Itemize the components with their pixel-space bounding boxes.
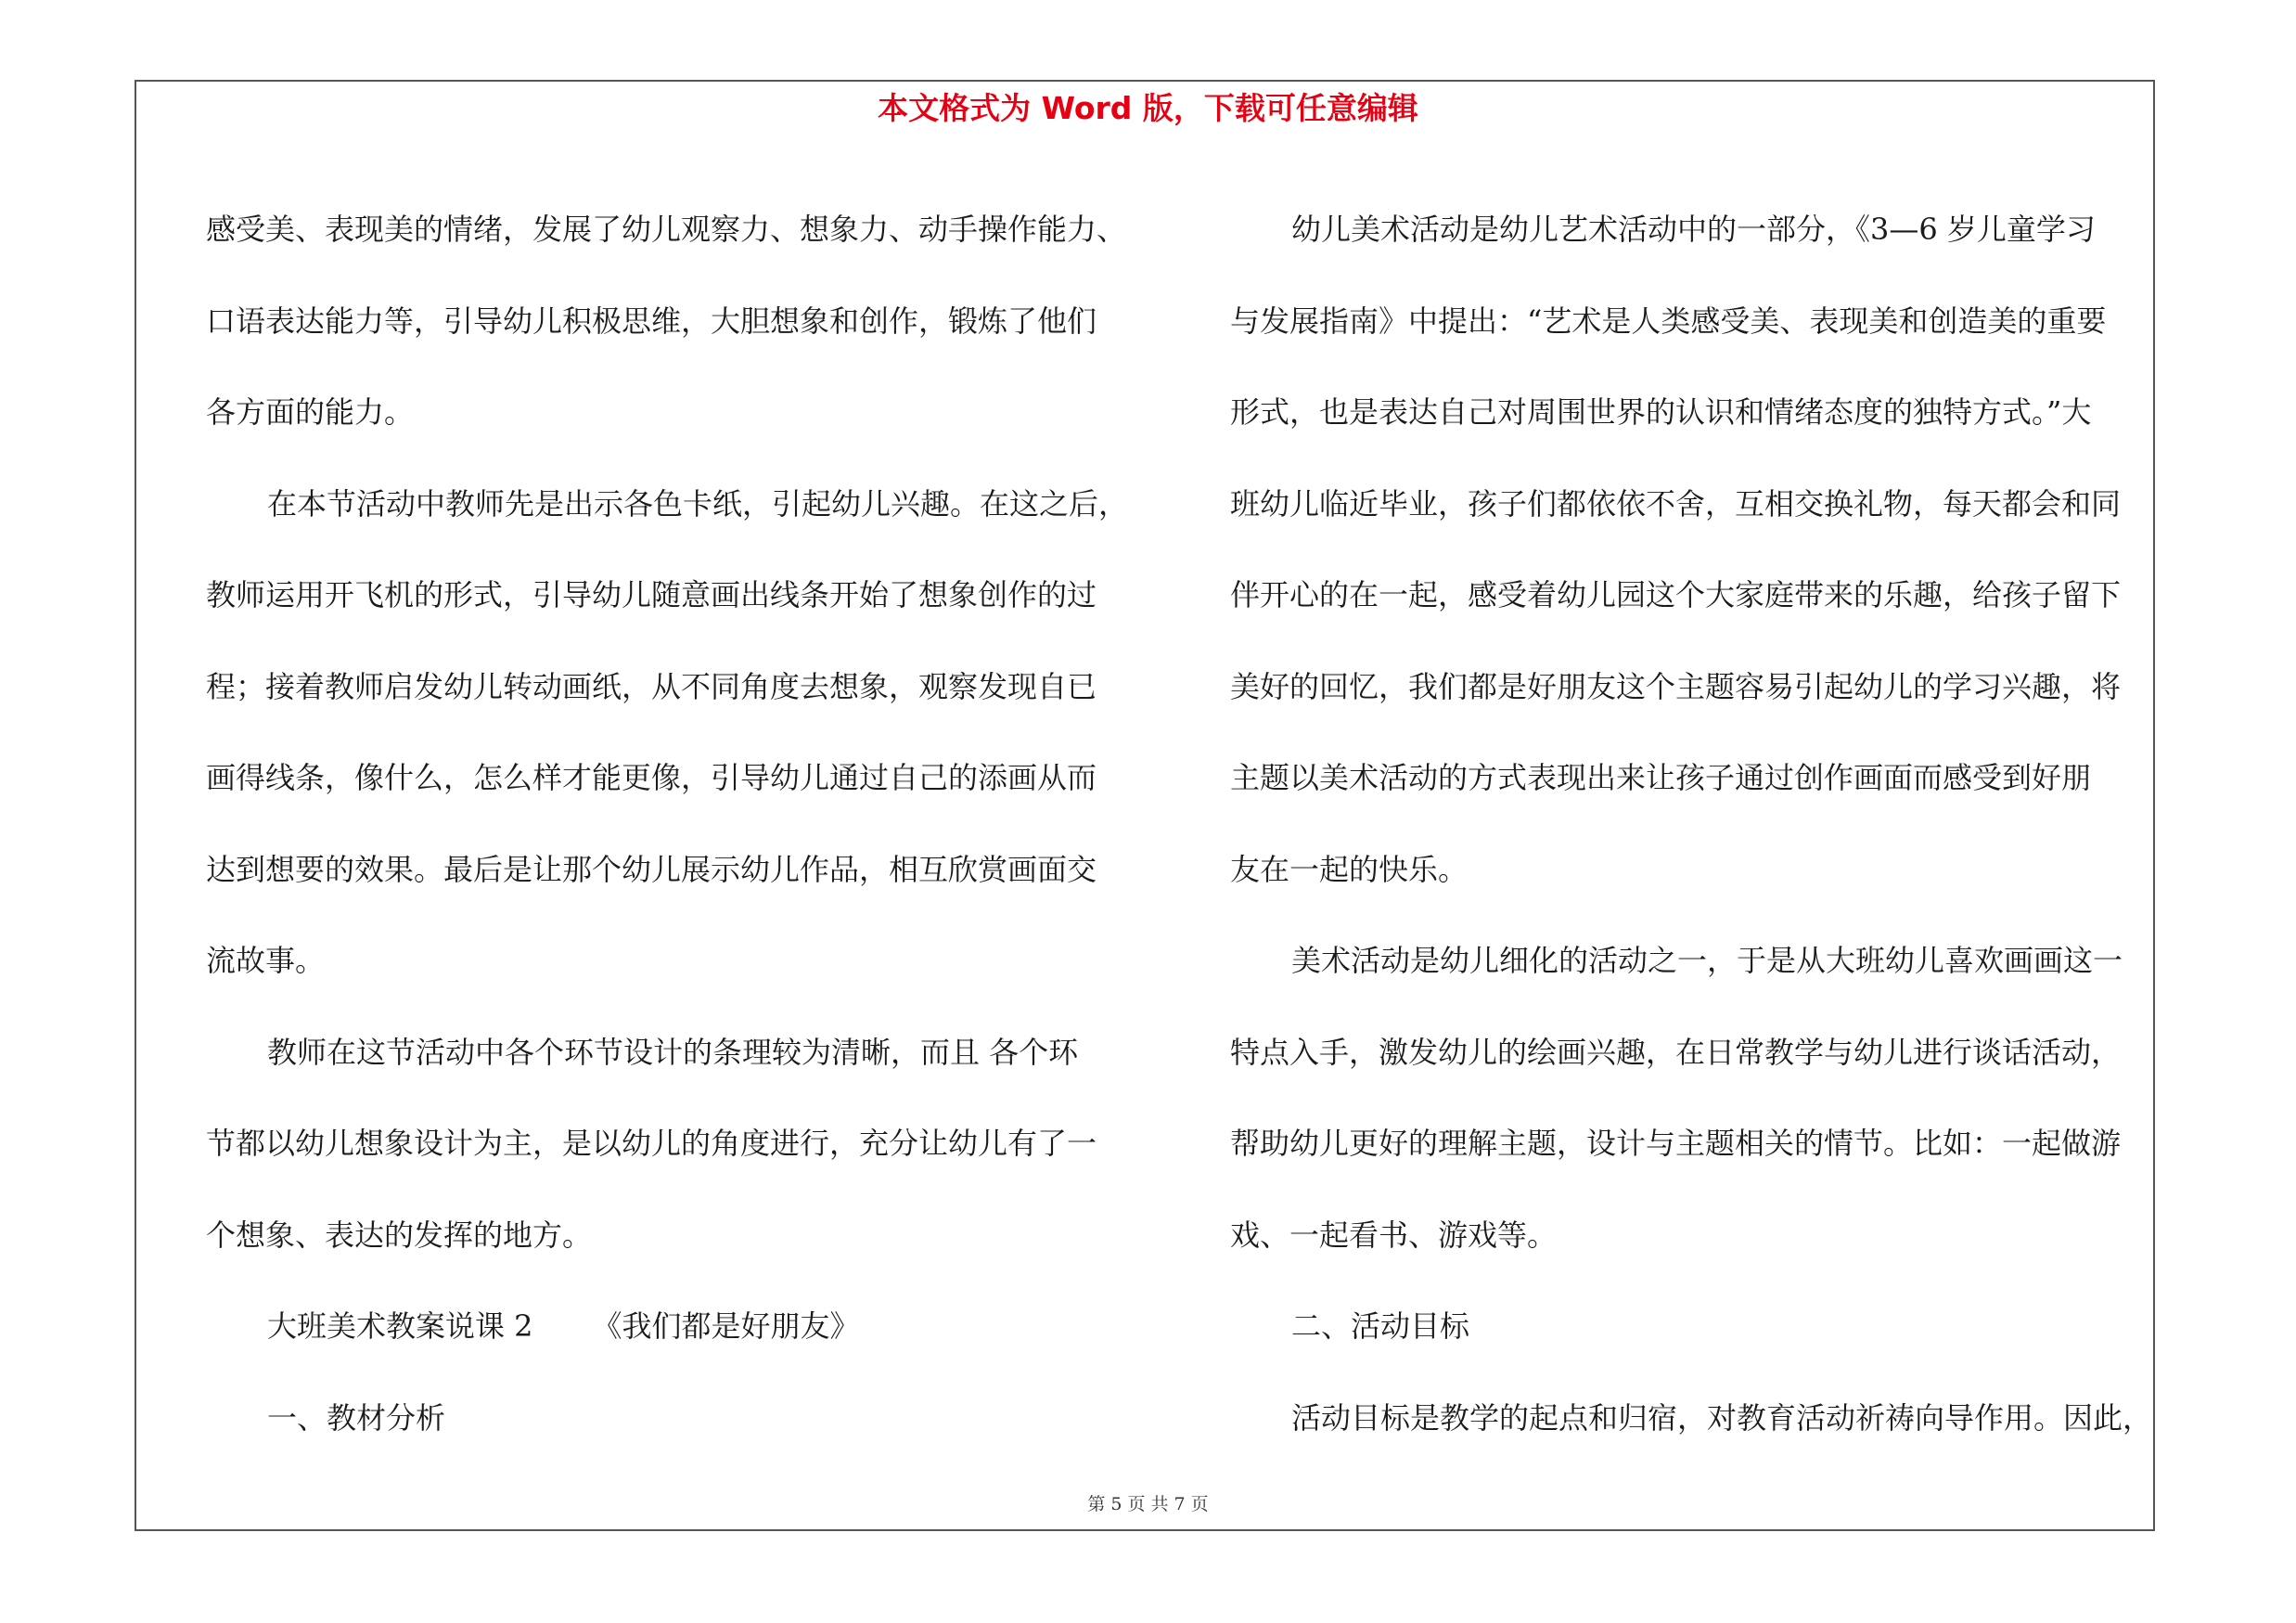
paragraph-line: 节都以幼儿想象设计为主，是以幼儿的角度进行，充分让幼儿有了一 xyxy=(206,1126,1097,1161)
right-text-column xyxy=(1230,184,2167,1463)
paragraph-line: 戏、一起看书、游戏等。 xyxy=(1230,1217,1558,1253)
lesson-title: 《我们都是好朋友》 xyxy=(592,1308,860,1344)
paragraph-line: 在本节活动中教师先是出示各色卡纸，引起幼儿兴趣。在这之后， xyxy=(267,485,1129,522)
section-title: 大班美术教案说课 2 xyxy=(267,1308,533,1344)
paragraph-line: 个想象、表达的发挥的地方。 xyxy=(206,1217,593,1253)
section-heading: 二、活动目标 xyxy=(1291,1308,1470,1344)
paragraph-line: 活动目标是教学的起点和归宿，对教育活动祈祷向导作用。因此， xyxy=(1291,1399,2153,1436)
paragraph-line: 幼儿美术活动是幼儿艺术活动中的一部分，《3—6 岁儿童学习 xyxy=(1291,212,2096,247)
page-number-footer: 第 5 页 共 7 页 xyxy=(1087,1494,1209,1514)
paragraph-line: 教师在这节活动中各个环节设计的条理较为清晰，而且 各个环 xyxy=(267,1034,1079,1070)
left-text-column xyxy=(206,184,1143,1463)
paragraph-line: 美好的回忆，我们都是好朋友这个主题容易引起幼儿的学习兴趣，将 xyxy=(1230,668,2122,704)
word-format-banner: 本文格式为 Word 版，下载可任意编辑 xyxy=(878,90,1418,126)
paragraph-line: 伴开心的在一起，感受着幼儿园这个大家庭带来的乐趣，给孩子留下 xyxy=(1230,577,2122,612)
paragraph-line: 感受美、表现美的情绪，发展了幼儿观察力、想象力、动手操作能力、 xyxy=(206,212,1127,247)
paragraph-line: 流故事。 xyxy=(206,943,326,978)
paragraph-line: 各方面的能力。 xyxy=(206,394,415,430)
paragraph-line: 程；接着教师启发幼儿转动画纸，从不同角度去想象，观察发现自已 xyxy=(206,668,1097,704)
paragraph-line: 口语表达能力等，引导幼儿积极思维，大胆想象和创作，锻炼了他们 xyxy=(206,303,1097,339)
paragraph-line: 形式，也是表达自己对周围世界的认识和情绪态度的独特方式。”大 xyxy=(1230,394,2092,430)
paragraph-line: 美术活动是幼儿细化的活动之一，于是从大班幼儿喜欢画画这一 xyxy=(1291,943,2123,978)
section-heading: 一、教材分析 xyxy=(267,1399,446,1436)
paragraph-line: 帮助幼儿更好的理解主题，设计与主题相关的情节。比如：一起做游 xyxy=(1230,1126,2122,1161)
paragraph-line: 达到想要的效果。最后是让那个幼儿展示幼儿作品，相互欣赏画面交 xyxy=(206,851,1097,887)
paragraph-line: 班幼儿临近毕业，孩子们都依依不舍，互相交换礼物，每天都会和同 xyxy=(1230,485,2122,522)
paragraph-line: 主题以美术活动的方式表现出来让孩子通过创作画面而感受到好朋 xyxy=(1230,760,2092,795)
paragraph-line: 教师运用开飞机的形式，引导幼儿随意画出线条开始了想象创作的过 xyxy=(206,577,1097,612)
paragraph-line: 与发展指南》中提出：“艺术是人类感受美、表现美和创造美的重要 xyxy=(1230,303,2107,339)
section-title-line xyxy=(206,1281,1143,1372)
paragraph-line: 友在一起的快乐。 xyxy=(1230,851,1469,887)
paragraph-line: 画得线条，像什么，怎么样才能更像，引导幼儿通过自己的添画从而 xyxy=(206,760,1097,795)
paragraph-line: 特点入手，激发幼儿的绘画兴趣，在日常教学与幼儿进行谈话活动， xyxy=(1230,1034,2122,1070)
